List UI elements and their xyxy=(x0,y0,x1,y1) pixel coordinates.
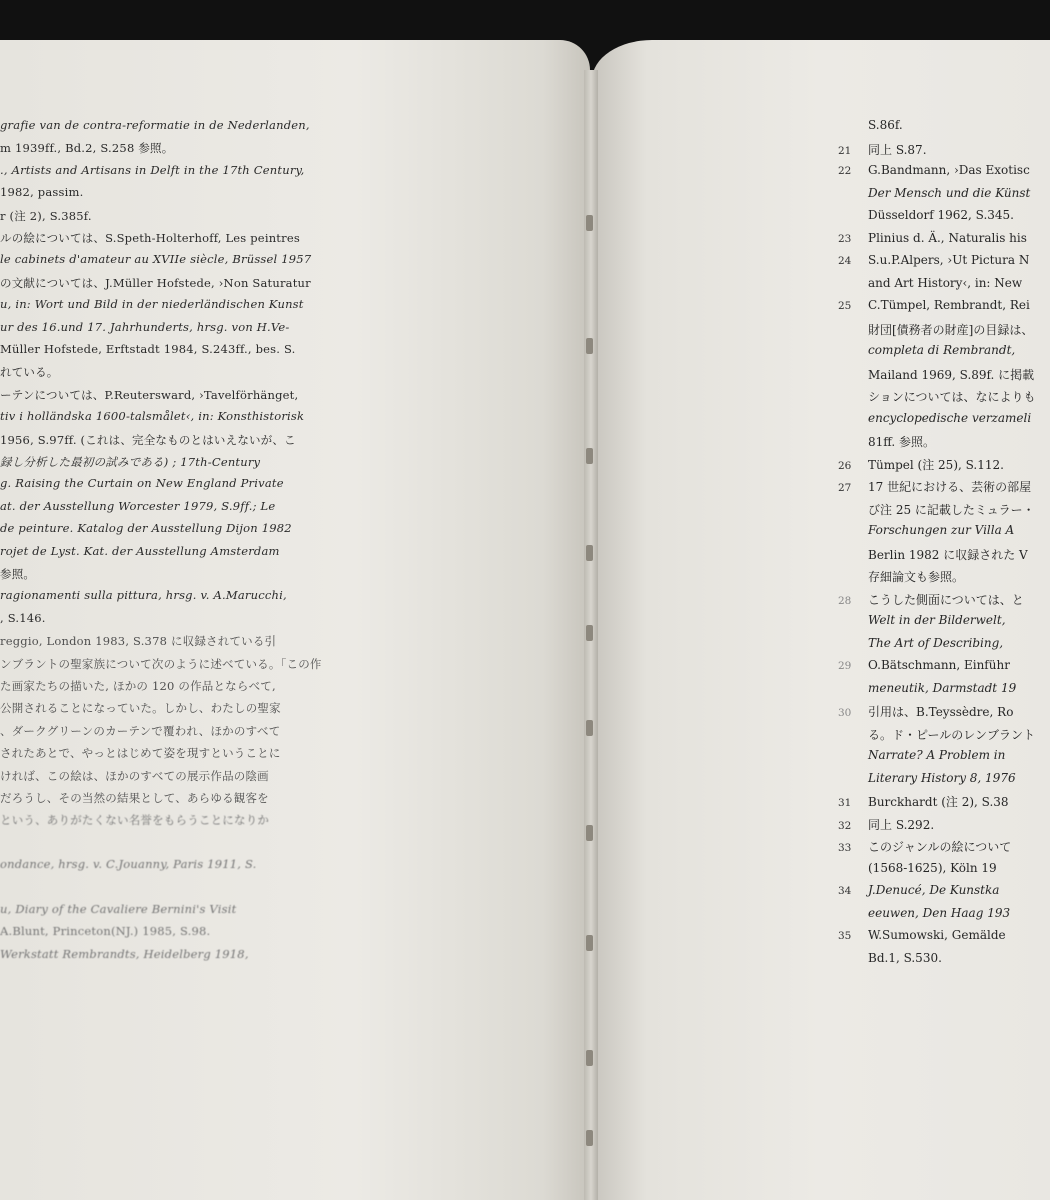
endnote-number: 21 xyxy=(838,144,852,157)
endnote-number: 31 xyxy=(838,797,852,809)
endnote-text: 財団[債務者の財産]の目録は、 xyxy=(868,322,1034,337)
endnote-line xyxy=(838,568,1050,585)
left-note-line: ければ、この絵は、ほかのすべての展示作品の陰画 xyxy=(0,768,269,783)
left-note-line: 1982, passim. xyxy=(0,185,84,200)
endnote-text: ションについては、なによりも xyxy=(868,390,1036,404)
endnote-line xyxy=(838,748,1050,762)
endnote-text: Berlin 1982 に収録された V xyxy=(868,547,1028,562)
endnote-text: る。ド・ピールのレンブラント xyxy=(868,727,1035,742)
endnote-text: G.Bandmann, ›Das Exotisc xyxy=(868,163,1030,177)
left-note-line: r (注 2), S.385f. xyxy=(0,208,92,223)
endnote-number: 35 xyxy=(838,930,852,942)
left-note-line: de peinture. Katalog der Ausstellung Dijon 1982 xyxy=(0,521,292,536)
endnote-line xyxy=(838,523,1050,537)
left-note-line: u, Diary of the Cavaliere Bernini's Visit xyxy=(0,902,237,916)
endnote-line xyxy=(838,456,1050,473)
endnote-line xyxy=(838,883,1050,897)
endnote-line xyxy=(838,411,1050,425)
endnote-number: 30 xyxy=(838,707,852,719)
endnote-line xyxy=(838,591,1050,608)
endnote-line xyxy=(838,838,1050,855)
left-note-line: A.Blunt, Princeton(NJ.) 1985, S.98. xyxy=(0,924,211,939)
endnote-text: こうした側面については、と xyxy=(868,592,1024,607)
endnote-line xyxy=(838,388,1050,405)
endnote-text: 引用は、B.Teyssèdre, Ro xyxy=(868,705,1014,719)
left-note-line: le cabinets d'amateur au XVIIe siècle, Brüssel 1957 xyxy=(0,252,312,267)
endnote-text: Plinius d. Ä., Naturalis his xyxy=(868,230,1027,245)
endnote-line xyxy=(838,366,1050,383)
left-note-line: m 1939ff., Bd.2, S.258 参照。 xyxy=(0,141,174,156)
left-note-line: at. der Ausstellung Worcester 1979, S.9ff.; Le xyxy=(0,498,276,513)
binding-stitch xyxy=(586,215,593,231)
left-note-line: Werkstatt Rembrandts, Heidelberg 1918, xyxy=(0,946,249,961)
endnote-line xyxy=(838,298,1050,312)
binding-stitch xyxy=(586,825,593,841)
endnote-line xyxy=(838,141,1050,158)
endnote-line xyxy=(838,343,1050,357)
endnote-text: The Art of Describing, xyxy=(868,635,1004,650)
binding-stitch xyxy=(586,448,593,464)
endnote-line xyxy=(838,726,1050,743)
endnote-text: このジャンルの絵について xyxy=(868,840,1012,854)
endnote-text: and Art History‹, in: New xyxy=(868,275,1023,290)
binding-stitch xyxy=(586,625,593,641)
endnote-line xyxy=(838,816,1050,833)
endnote-line xyxy=(838,703,1050,720)
endnote-line xyxy=(838,928,1050,942)
left-note-line: ragionamenti sulla pittura, hrsg. v. A.Marucchi, xyxy=(0,588,287,603)
binding-stitch xyxy=(586,720,593,736)
endnote-text: Mailand 1969, S.89f. に掲載 xyxy=(868,367,1035,382)
endnote-line xyxy=(838,951,1050,965)
endnote-line xyxy=(838,186,1050,200)
endnote-line xyxy=(838,253,1050,267)
endnote-text: 同上 S.292. xyxy=(868,817,935,832)
endnote-text: Bd.1, S.530. xyxy=(868,950,942,965)
endnote-text: C.Tümpel, Rembrandt, Rei xyxy=(868,298,1030,312)
binding-stitch xyxy=(586,1050,593,1066)
endnote-line xyxy=(838,658,1050,672)
endnote-line xyxy=(838,861,1050,875)
binding-stitch xyxy=(586,1130,593,1146)
left-note-line: 、ダークグリーンのカーテンで覆われ、ほかのすべて xyxy=(0,723,281,738)
left-note-line: ルの絵については、S.Speth-Holterhoff, Les peintres xyxy=(0,231,300,245)
endnote-text: O.Bätschmann, Einführ xyxy=(868,658,1010,672)
endnote-text: Forschungen zur Villa A xyxy=(868,523,1015,537)
endnote-line xyxy=(838,163,1050,177)
left-note-line: れている。 xyxy=(0,365,59,380)
endnote-line xyxy=(838,906,1050,920)
endnote-number: 27 xyxy=(838,482,852,494)
left-note-line: Müller Hofstede, Erftstadt 1984, S.243ff., bes. S. xyxy=(0,342,296,356)
endnote-number: 33 xyxy=(838,842,852,854)
endnote-line xyxy=(838,546,1050,563)
endnote-number: 29 xyxy=(838,660,852,672)
left-note-line: 公開されることになっていた。しかし、わたしの聖家 xyxy=(0,701,281,716)
endnote-text: S.86f. xyxy=(868,118,903,132)
endnote-text: Narrate? A Problem in xyxy=(868,748,1006,762)
endnote-text: W.Sumowski, Gemälde xyxy=(868,928,1006,942)
endnote-line xyxy=(838,478,1050,495)
endnote-text: 81ff. 参照。 xyxy=(868,435,935,449)
left-note-line: rojet de Lyst. Kat. der Ausstellung Amsterdam xyxy=(0,543,280,558)
endnote-line xyxy=(838,208,1050,222)
endnote-line xyxy=(838,613,1050,627)
left-note-line: grafie van de contra-reformatie in de Nederlanden, xyxy=(0,118,310,132)
binding-stitch xyxy=(586,545,593,561)
left-note-line: た画家たちの描いた, ほかの 120 の作品とならべて, xyxy=(0,679,276,693)
left-note-line: , S.146. xyxy=(0,610,46,625)
left-note-line: の文献については、J.Müller Hofstede, ›Non Saturatur xyxy=(0,275,311,290)
endnote-line xyxy=(838,771,1050,785)
endnote-text: J.Denucé, De Kunstka xyxy=(868,883,1000,897)
endnote-text: Burckhardt (注 2), S.38 xyxy=(868,795,1009,809)
endnote-text: eeuwen, Den Haag 193 xyxy=(868,905,1011,920)
endnote-text: S.u.P.Alpers, ›Ut Pictura N xyxy=(868,253,1030,267)
left-note-line: ur des 16.und 17. Jahrhunderts, hrsg. von H.Ve- xyxy=(0,319,290,334)
endnote-text: び注 25 に記載したミュラー・ xyxy=(868,502,1035,517)
right-page-notes xyxy=(838,118,1050,1068)
left-note-line: 1956, S.97ff. (これは、完全なものとはいえないが、こ xyxy=(0,432,296,447)
left-note-line: u, in: Wort und Bild in der niederländischen Kunst xyxy=(0,297,304,312)
endnote-number: 24 xyxy=(838,255,852,267)
endnote-line xyxy=(838,276,1050,290)
left-note-line: tiv i holländska 1600-talsmålet‹, in: Konsthistorisk xyxy=(0,409,305,424)
endnote-text: 17 世紀における、芸術の部屋 xyxy=(868,480,1032,494)
endnote-text: completa di Rembrandt, xyxy=(868,343,1016,357)
endnote-text: Tümpel (注 25), S.112. xyxy=(868,457,1004,472)
endnote-line xyxy=(838,118,1050,132)
endnote-text: meneutik, Darmstadt 19 xyxy=(868,680,1017,695)
left-note-line: だろうし、その当然の結果として、あらゆる観客を xyxy=(0,791,269,805)
left-note-line: reggio, London 1983, S.378 に収録されている引 xyxy=(0,634,277,649)
endnote-line xyxy=(838,681,1050,695)
left-note-line: ンブラントの聖家族について次のように述べている。「この作 xyxy=(0,656,322,671)
endnote-text: Der Mensch und die Künst xyxy=(868,185,1031,200)
endnote-number: 26 xyxy=(838,459,852,472)
endnote-line xyxy=(838,321,1050,338)
endnote-line xyxy=(838,636,1050,650)
endnote-line xyxy=(838,231,1050,245)
endnote-number: 32 xyxy=(838,819,852,832)
left-note-line: という、ありがたくない名誉をもらうことになりか xyxy=(0,813,270,828)
endnote-number: 28 xyxy=(838,594,852,607)
binding-stitch xyxy=(586,935,593,951)
endnote-number: 25 xyxy=(838,300,852,312)
endnote-line xyxy=(838,433,1050,450)
left-note-line: g. Raising the Curtain on New England Private xyxy=(0,476,284,491)
endnote-line xyxy=(838,793,1050,810)
endnote-number: 23 xyxy=(838,232,852,245)
endnote-text: Literary History 8, 1976 xyxy=(868,770,1016,785)
endnote-line xyxy=(838,501,1050,518)
endnote-text: 同上 S.87. xyxy=(868,142,927,157)
endnote-number: 34 xyxy=(838,885,852,897)
left-note-line: 参照。 xyxy=(0,567,36,581)
left-note-line: されたあとで、やっとはじめて姿を現すということに xyxy=(0,746,281,761)
endnote-text: (1568-1625), Köln 19 xyxy=(868,860,997,875)
endnote-text: Welt in der Bilderwelt, xyxy=(868,613,1006,627)
left-note-line: ondance, hrsg. v. C.Jouanny, Paris 1911, S. xyxy=(0,857,257,872)
endnote-text: Düsseldorf 1962, S.345. xyxy=(868,208,1014,222)
left-note-line: ーテンについては、P.Reutersward, ›Tavelförhänget, xyxy=(0,387,299,402)
endnote-number: 22 xyxy=(838,165,852,177)
left-note-line: 録し分析した最初の試みである) ; 17th-Century xyxy=(0,455,261,469)
binding-stitch xyxy=(586,338,593,354)
endnote-text: 存細論文も参照。 xyxy=(868,570,965,584)
left-note-line: ., Artists and Artisans in Delft in the 17th Century, xyxy=(0,162,305,177)
endnote-text: encyclopedische verzameli xyxy=(868,410,1032,425)
